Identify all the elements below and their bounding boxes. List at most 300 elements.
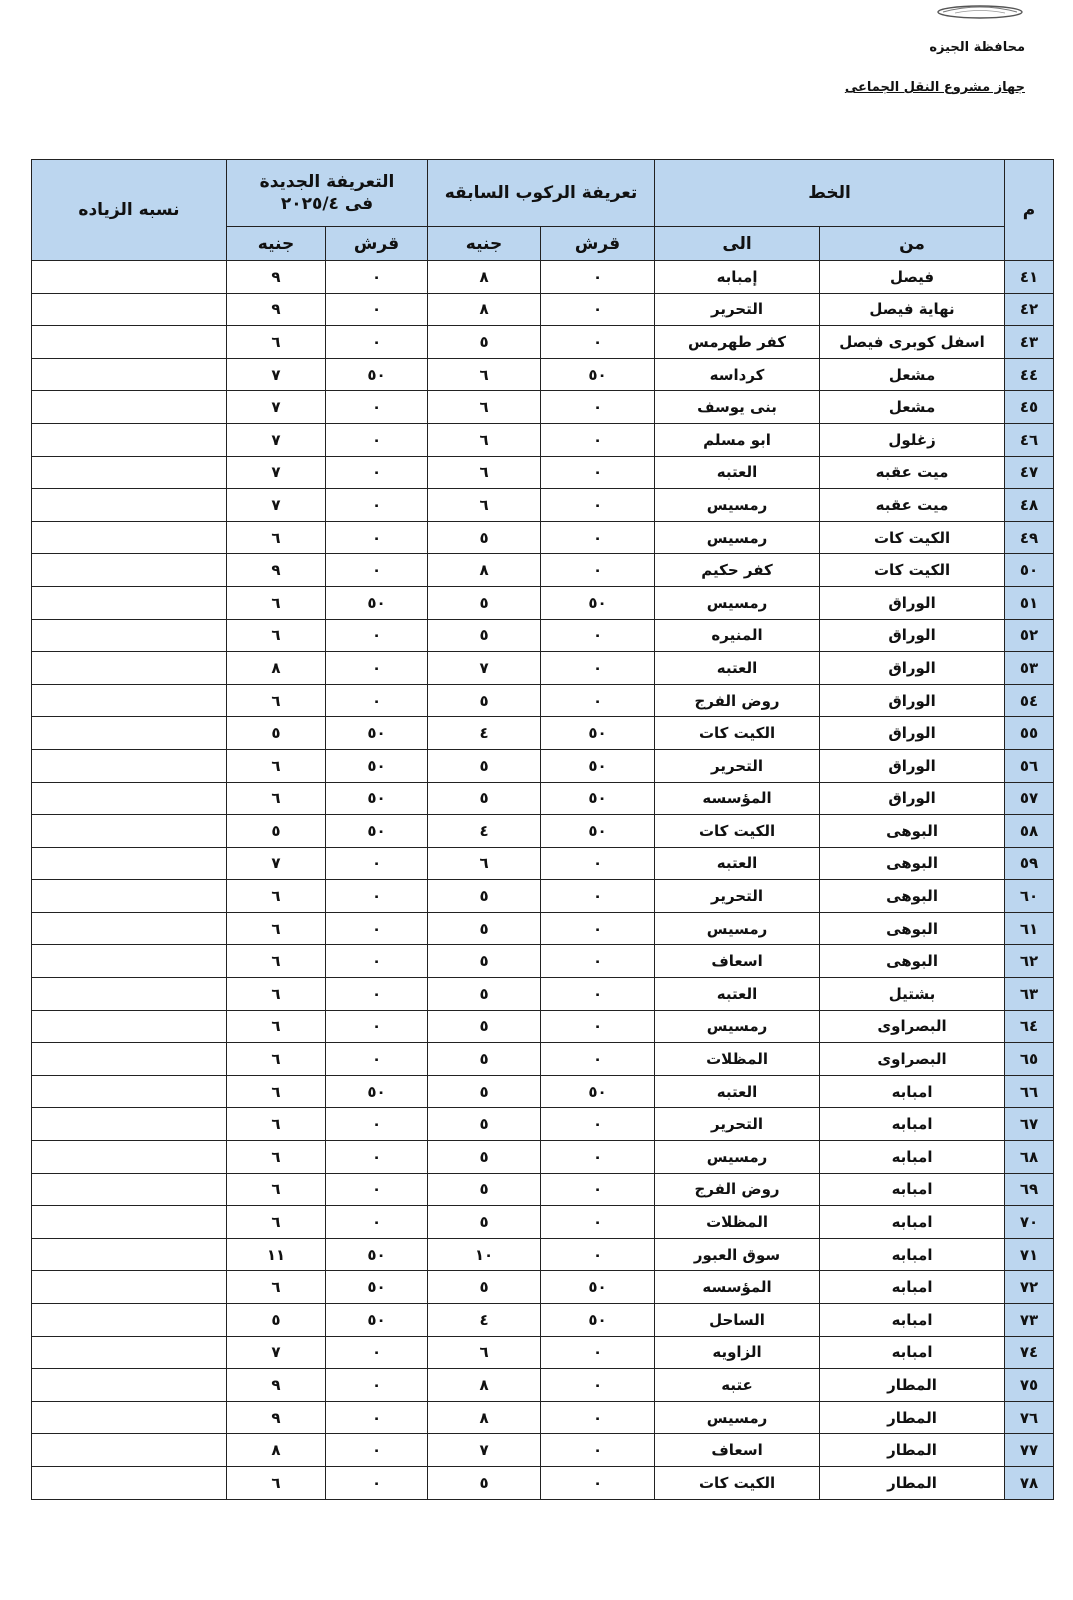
new-fare-qirsh: ٠ [326,1010,428,1043]
header-route: الخط [655,160,1005,227]
new-fare-pound: ٦ [227,1141,326,1174]
new-fare-pound: ٦ [227,1010,326,1043]
route-from: امبابه [820,1075,1005,1108]
route-from: البصراوى [820,1043,1005,1076]
row-index: ٤٢ [1005,293,1054,326]
increase-percent [32,684,227,717]
header-index: م [1005,160,1054,261]
table-row [32,554,1054,587]
old-fare-pound: ٥ [428,880,541,913]
route-to: التحرير [655,293,820,326]
new-fare-pound: ٥ [227,717,326,750]
route-from: الوراق [820,782,1005,815]
new-fare-pound: ٦ [227,880,326,913]
old-fare-pound: ٦ [428,456,541,489]
new-fare-qirsh: ٠ [326,293,428,326]
route-from: البصراوى [820,1010,1005,1043]
table-row [32,815,1054,848]
row-index: ٤٩ [1005,521,1054,554]
new-fare-pound: ٦ [227,1043,326,1076]
row-index: ٥٣ [1005,652,1054,685]
route-to: الكيت كات [655,1466,820,1499]
old-fare-pound: ٥ [428,1206,541,1239]
increase-percent [32,978,227,1011]
route-from: امبابه [820,1271,1005,1304]
old-fare-qirsh: ٠ [541,489,655,522]
table-row [32,1271,1054,1304]
old-fare-pound: ٧ [428,652,541,685]
route-to: العتبه [655,847,820,880]
row-index: ٥٧ [1005,782,1054,815]
new-fare-pound: ٧ [227,456,326,489]
route-to: الكيت كات [655,717,820,750]
route-to: التحرير [655,749,820,782]
route-to: التحرير [655,880,820,913]
new-fare-qirsh: ٠ [326,1401,428,1434]
row-index: ٧١ [1005,1238,1054,1271]
table-row [32,1141,1054,1174]
route-to: المظلات [655,1206,820,1239]
old-fare-pound: ٥ [428,749,541,782]
route-from: المطار [820,1466,1005,1499]
new-fare-pound: ٦ [227,1075,326,1108]
header-old-fare: تعريفة الركوب السابقه [428,160,655,227]
increase-percent [32,847,227,880]
old-fare-pound: ٦ [428,489,541,522]
route-to: ابو مسلم [655,423,820,456]
route-from: الكيت كات [820,521,1005,554]
table-row [32,945,1054,978]
old-fare-qirsh: ٠ [541,945,655,978]
new-fare-qirsh: ٥٠ [326,815,428,848]
route-from: نهاية فيصل [820,293,1005,326]
table-row [32,1434,1054,1467]
route-to: رمسيس [655,586,820,619]
table-row [32,1010,1054,1043]
old-fare-qirsh: ٠ [541,684,655,717]
table-row [32,1369,1054,1402]
header-to: الى [655,227,820,261]
header-old-qirsh: قرش [541,227,655,261]
old-fare-qirsh: ٠ [541,652,655,685]
increase-percent [32,1336,227,1369]
old-fare-pound: ٤ [428,717,541,750]
old-fare-qirsh: ٠ [541,1010,655,1043]
route-from: البوهى [820,945,1005,978]
increase-percent [32,489,227,522]
increase-percent [32,749,227,782]
old-fare-qirsh: ٠ [541,1369,655,1402]
fare-table-body [32,261,1054,1500]
new-fare-qirsh: ٠ [326,1206,428,1239]
route-to: الكيت كات [655,815,820,848]
new-fare-pound: ٩ [227,1369,326,1402]
new-fare-pound: ٦ [227,945,326,978]
old-fare-qirsh: ٥٠ [541,1304,655,1337]
new-fare-pound: ٧ [227,423,326,456]
new-fare-pound: ١١ [227,1238,326,1271]
new-fare-pound: ٦ [227,912,326,945]
new-fare-qirsh: ٠ [326,554,428,587]
route-from: الوراق [820,619,1005,652]
header-increase: نسبه الزياده [32,160,227,261]
new-fare-pound: ٥ [227,1304,326,1337]
route-from: امبابه [820,1206,1005,1239]
new-fare-pound: ٦ [227,586,326,619]
row-index: ٦٢ [1005,945,1054,978]
new-fare-qirsh: ٠ [326,1434,428,1467]
increase-percent [32,1434,227,1467]
route-from: فيصل [820,261,1005,294]
table-row [32,1466,1054,1499]
row-index: ٧٠ [1005,1206,1054,1239]
route-to: رمسيس [655,1141,820,1174]
row-index: ٤٧ [1005,456,1054,489]
increase-percent [32,815,227,848]
old-fare-pound: ٨ [428,1401,541,1434]
old-fare-pound: ٥ [428,1141,541,1174]
new-fare-qirsh: ٠ [326,1108,428,1141]
increase-percent [32,1108,227,1141]
old-fare-pound: ٥ [428,1173,541,1206]
new-fare-qirsh: ٥٠ [326,717,428,750]
table-row [32,1304,1054,1337]
increase-percent [32,1466,227,1499]
table-row [32,326,1054,359]
increase-percent [32,1206,227,1239]
row-index: ٦٦ [1005,1075,1054,1108]
new-fare-qirsh: ٠ [326,978,428,1011]
new-fare-qirsh: ٥٠ [326,782,428,815]
row-index: ٥٥ [1005,717,1054,750]
old-fare-qirsh: ٠ [541,456,655,489]
route-from: ميت عقبه [820,489,1005,522]
new-fare-pound: ٦ [227,521,326,554]
route-to: الساحل [655,1304,820,1337]
row-index: ٤٤ [1005,358,1054,391]
route-to: روض الفرج [655,1173,820,1206]
increase-percent [32,945,227,978]
route-to: الزاويه [655,1336,820,1369]
route-to: عتبه [655,1369,820,1402]
table-row [32,358,1054,391]
old-fare-qirsh: ٠ [541,912,655,945]
increase-percent [32,456,227,489]
new-fare-pound: ٦ [227,1466,326,1499]
route-from: المطار [820,1401,1005,1434]
new-fare-pound: ٧ [227,358,326,391]
header-from: من [820,227,1005,261]
new-fare-qirsh: ٠ [326,326,428,359]
row-index: ٥١ [1005,586,1054,619]
new-fare-qirsh: ٠ [326,1043,428,1076]
route-to: إمبابه [655,261,820,294]
route-from: زغلول [820,423,1005,456]
old-fare-pound: ٥ [428,521,541,554]
route-from: ميت عقبه [820,456,1005,489]
new-fare-pound: ٩ [227,1401,326,1434]
row-index: ٤٨ [1005,489,1054,522]
route-from: المطار [820,1434,1005,1467]
old-fare-pound: ٥ [428,326,541,359]
new-fare-qirsh: ٥٠ [326,358,428,391]
new-fare-qirsh: ٠ [326,847,428,880]
new-fare-qirsh: ٠ [326,1141,428,1174]
table-row [32,521,1054,554]
route-to: روض الفرج [655,684,820,717]
table-row [32,456,1054,489]
row-index: ٥٢ [1005,619,1054,652]
old-fare-qirsh: ٠ [541,1466,655,1499]
route-to: كرداسه [655,358,820,391]
old-fare-pound: ٨ [428,261,541,294]
new-fare-pound: ٦ [227,782,326,815]
old-fare-qirsh: ٠ [541,1141,655,1174]
new-fare-qirsh: ٠ [326,945,428,978]
table-row [32,1206,1054,1239]
new-fare-qirsh: ٠ [326,261,428,294]
new-fare-qirsh: ٠ [326,423,428,456]
old-fare-qirsh: ٠ [541,554,655,587]
header-new-fare [227,160,428,227]
route-to: كفر حكيم [655,554,820,587]
old-fare-pound: ٥ [428,1043,541,1076]
route-to: المظلات [655,1043,820,1076]
row-index: ٥٦ [1005,749,1054,782]
route-from: امبابه [820,1336,1005,1369]
increase-percent [32,1043,227,1076]
new-fare-qirsh: ٠ [326,1336,428,1369]
route-from: الكيت كات [820,554,1005,587]
new-fare-pound: ٦ [227,1271,326,1304]
increase-percent [32,554,227,587]
row-index: ٦٧ [1005,1108,1054,1141]
old-fare-pound: ٥ [428,782,541,815]
increase-percent [32,1271,227,1304]
route-from: البوهى [820,847,1005,880]
old-fare-qirsh: ٠ [541,261,655,294]
table-row [32,652,1054,685]
new-fare-qirsh: ٠ [326,391,428,424]
new-fare-qirsh: ٠ [326,652,428,685]
old-fare-qirsh: ٥٠ [541,1075,655,1108]
increase-percent [32,1075,227,1108]
route-to: اسعاف [655,945,820,978]
old-fare-pound: ٦ [428,423,541,456]
old-fare-pound: ٥ [428,945,541,978]
route-from: مشعل [820,391,1005,424]
table-row [32,717,1054,750]
route-from: امبابه [820,1238,1005,1271]
old-fare-pound: ١٠ [428,1238,541,1271]
old-fare-pound: ٥ [428,586,541,619]
increase-percent [32,652,227,685]
old-fare-pound: ٨ [428,1369,541,1402]
old-fare-qirsh: ٥٠ [541,586,655,619]
increase-percent [32,619,227,652]
old-fare-pound: ٥ [428,619,541,652]
table-row [32,1108,1054,1141]
route-from: الوراق [820,684,1005,717]
old-fare-qirsh: ٠ [541,391,655,424]
old-fare-qirsh: ٠ [541,847,655,880]
table-row [32,619,1054,652]
old-fare-qirsh: ٠ [541,1434,655,1467]
increase-percent [32,1401,227,1434]
old-fare-qirsh: ٥٠ [541,358,655,391]
increase-percent [32,261,227,294]
new-fare-pound: ٧ [227,489,326,522]
old-fare-pound: ٥ [428,1010,541,1043]
emblem-logo [935,0,1025,22]
old-fare-pound: ٥ [428,912,541,945]
increase-percent [32,326,227,359]
header-new-qirsh: قرش [326,227,428,261]
row-index: ٧٥ [1005,1369,1054,1402]
route-to: كفر طهرمس [655,326,820,359]
increase-percent [32,423,227,456]
new-fare-qirsh: ٠ [326,880,428,913]
increase-percent [32,1238,227,1271]
new-fare-pound: ٨ [227,1434,326,1467]
row-index: ٧٣ [1005,1304,1054,1337]
table-row [32,586,1054,619]
increase-percent [32,1369,227,1402]
row-index: ٧٢ [1005,1271,1054,1304]
route-from: الوراق [820,586,1005,619]
route-from: اسفل كوبرى فيصل [820,326,1005,359]
increase-percent [32,1010,227,1043]
new-fare-qirsh: ٥٠ [326,1238,428,1271]
fare-table [31,159,1054,1500]
old-fare-qirsh: ٠ [541,326,655,359]
governorate-title: محافظة الجيزه [929,40,1025,55]
route-from: المطار [820,1369,1005,1402]
old-fare-pound: ٦ [428,391,541,424]
department-title: جهاز مشروع النقل الجماعى [844,80,1025,95]
route-to: التحرير [655,1108,820,1141]
old-fare-qirsh: ٥٠ [541,782,655,815]
table-row [32,1238,1054,1271]
increase-percent [32,717,227,750]
old-fare-qirsh: ٠ [541,880,655,913]
new-fare-qirsh: ٠ [326,1369,428,1402]
table-row [32,978,1054,1011]
route-to: العتبه [655,652,820,685]
new-fare-qirsh: ٠ [326,912,428,945]
new-fare-qirsh: ٠ [326,456,428,489]
new-fare-pound: ٦ [227,1173,326,1206]
old-fare-qirsh: ٠ [541,293,655,326]
old-fare-qirsh: ٠ [541,521,655,554]
route-from: البوهى [820,880,1005,913]
old-fare-qirsh: ٠ [541,1401,655,1434]
old-fare-qirsh: ٠ [541,1238,655,1271]
new-fare-pound: ٦ [227,978,326,1011]
increase-percent [32,1173,227,1206]
old-fare-pound: ٥ [428,1466,541,1499]
new-fare-pound: ٦ [227,684,326,717]
increase-percent [32,586,227,619]
table-row [32,293,1054,326]
row-index: ٧٨ [1005,1466,1054,1499]
old-fare-qirsh: ٥٠ [541,815,655,848]
route-to: رمسيس [655,1010,820,1043]
new-fare-pound: ٧ [227,391,326,424]
increase-percent [32,521,227,554]
row-index: ٥٨ [1005,815,1054,848]
old-fare-qirsh: ٠ [541,1108,655,1141]
old-fare-pound: ٧ [428,1434,541,1467]
old-fare-pound: ٦ [428,358,541,391]
header-old-pound: جنيه [428,227,541,261]
new-fare-pound: ٧ [227,847,326,880]
row-index: ٤٦ [1005,423,1054,456]
new-fare-pound: ٦ [227,619,326,652]
route-from: امبابه [820,1304,1005,1337]
increase-percent [32,912,227,945]
new-fare-qirsh: ٠ [326,684,428,717]
new-fare-pound: ٦ [227,1108,326,1141]
new-fare-pound: ٦ [227,326,326,359]
increase-percent [32,782,227,815]
route-to: اسعاف [655,1434,820,1467]
old-fare-qirsh: ٠ [541,1336,655,1369]
table-row [32,1075,1054,1108]
route-from: امبابه [820,1141,1005,1174]
table-row [32,1401,1054,1434]
old-fare-pound: ٦ [428,1336,541,1369]
new-fare-pound: ٨ [227,652,326,685]
old-fare-pound: ٥ [428,1075,541,1108]
new-fare-qirsh: ٠ [326,489,428,522]
route-from: البوهى [820,912,1005,945]
new-fare-qirsh: ٥٠ [326,1304,428,1337]
new-fare-pound: ٦ [227,749,326,782]
old-fare-qirsh: ٠ [541,1173,655,1206]
route-from: بشتيل [820,978,1005,1011]
route-to: المنيره [655,619,820,652]
new-fare-pound: ٩ [227,261,326,294]
old-fare-qirsh: ٥٠ [541,717,655,750]
old-fare-qirsh: ٠ [541,978,655,1011]
increase-percent [32,391,227,424]
route-to: العتبه [655,978,820,1011]
row-index: ٧٦ [1005,1401,1054,1434]
new-fare-qirsh: ٠ [326,1173,428,1206]
old-fare-pound: ٥ [428,1108,541,1141]
route-to: العتبه [655,1075,820,1108]
row-index: ٧٤ [1005,1336,1054,1369]
route-to: بنى يوسف [655,391,820,424]
new-fare-qirsh: ٥٠ [326,749,428,782]
row-index: ٦٥ [1005,1043,1054,1076]
table-row [32,912,1054,945]
row-index: ٧٧ [1005,1434,1054,1467]
old-fare-pound: ٤ [428,1304,541,1337]
new-fare-qirsh: ٥٠ [326,1271,428,1304]
row-index: ٥٩ [1005,847,1054,880]
row-index: ٤١ [1005,261,1054,294]
table-row [32,684,1054,717]
increase-percent [32,1141,227,1174]
new-fare-qirsh: ٠ [326,619,428,652]
row-index: ٦٩ [1005,1173,1054,1206]
old-fare-qirsh: ٥٠ [541,749,655,782]
route-to: المؤسسه [655,782,820,815]
row-index: ٦٤ [1005,1010,1054,1043]
route-from: الوراق [820,717,1005,750]
